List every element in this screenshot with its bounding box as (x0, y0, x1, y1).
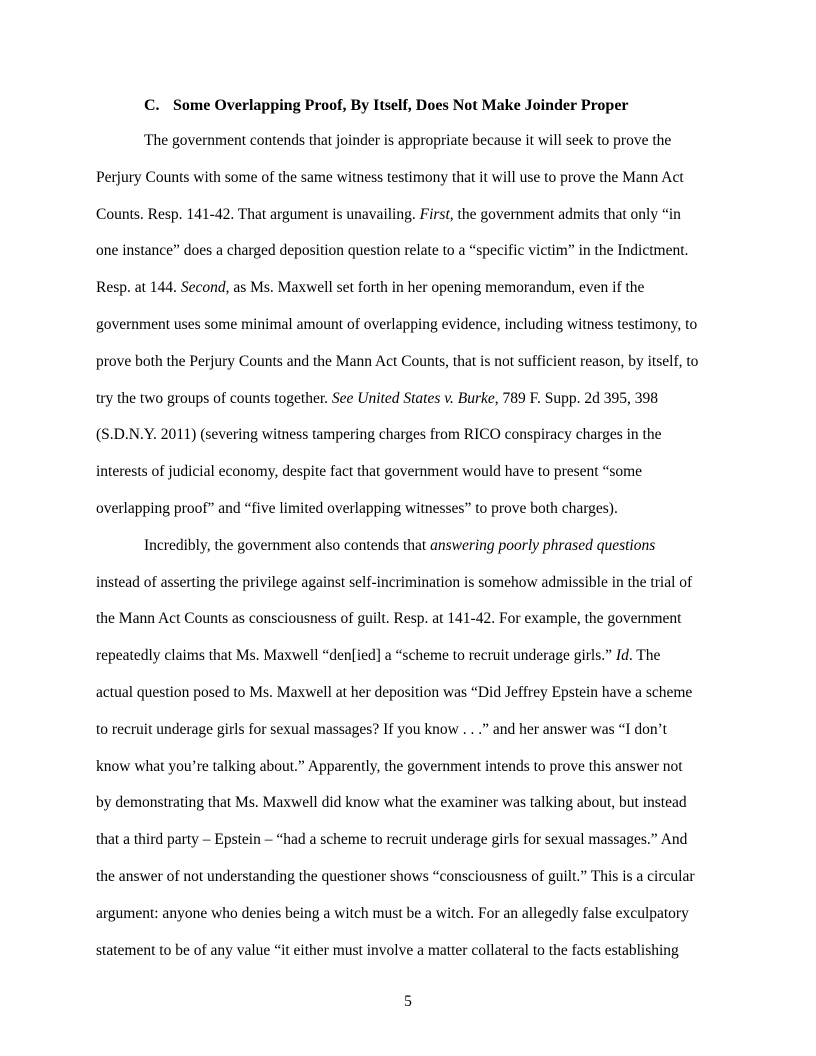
text-line: overlapping proof” and “five limited overlapping witnesses” to prove both charges). (96, 499, 618, 517)
section-letter: C. (144, 97, 160, 114)
document-page (96, 94, 721, 969)
text-line: one instance” does a charged deposition question relate to a “specific victim” in the Indictment. (96, 242, 689, 260)
text-line (96, 270, 721, 307)
text-line: to recruit underage girls for sexual massages? If you know . . .” and her answer was “I don’t (96, 720, 667, 738)
emphasis-phrase: answering poorly phrased questions (430, 536, 656, 554)
case-citation: See United States v. Burke (331, 389, 495, 407)
text-run: try the two groups of counts together. (96, 389, 332, 407)
text-line: statement to be of any value “it either must involve a matter collateral to the facts establishing (96, 941, 679, 959)
text-line: Perjury Counts with some of the same witness testimony that it will use to prove the Mann Act (96, 168, 684, 186)
text-run: , the government admits that only “in (449, 205, 681, 223)
text-line: actual question posed to Ms. Maxwell at her deposition was “Did Jeffrey Epstein have a scheme (96, 683, 693, 701)
page-number: 5 (404, 993, 412, 1010)
text-line: instead of asserting the privilege against self-incrimination is somehow admissible in the trial of (96, 573, 693, 591)
emphasis-first: First (419, 205, 450, 223)
text-run: Resp. at 144. (96, 279, 181, 297)
text-line (96, 638, 721, 675)
text-run: repeatedly claims that Ms. Maxwell “den[ied] a “scheme to recruit underage girls.” (96, 647, 616, 665)
id-citation: Id (615, 647, 629, 665)
text-line: (S.D.N.Y. 2011) (severing witness tampering charges from RICO conspiracy charges in the (96, 426, 662, 444)
section-title: Some Overlapping Proof, By Itself, Does Not Make Joinder Proper (173, 97, 629, 114)
text-run: . The (628, 647, 661, 665)
text-line: The government contends that joinder is appropriate because it will seek to prove the (144, 132, 672, 149)
text-line: the answer of not understanding the questioner shows “consciousness of guilt.” This is a circular (96, 867, 695, 885)
text-line: by demonstrating that Ms. Maxwell did know what the examiner was talking about, but instead (96, 794, 687, 812)
text-line (96, 528, 721, 565)
section-heading (144, 94, 721, 118)
text-run: , as Ms. Maxwell set forth in her opening memorandum, even if the (225, 279, 645, 297)
text-line: government uses some minimal amount of overlapping evidence, including witness testimony, to (96, 315, 698, 333)
text-run: Incredibly, the government also contends that (144, 536, 431, 554)
text-line: know what you’re talking about.” Apparently, the government intends to prove this answer not (96, 757, 683, 775)
text-line (96, 197, 721, 234)
text-line: interests of judicial economy, despite fact that government would have to present “some (96, 463, 643, 481)
text-line: prove both the Perjury Counts and the Mann Act Counts, that is not sufficient reason, by itself, to (96, 352, 699, 370)
paragraph-consciousness-of-guilt (96, 528, 721, 970)
text-line: the Mann Act Counts as consciousness of guilt. Resp. at 141-42. For example, the government (96, 610, 682, 628)
text-run: Counts. Resp. 141-42. That argument is unavailing. (96, 205, 420, 223)
paragraph-joinder (96, 123, 721, 528)
text-line: that a third party – Epstein – “had a scheme to recruit underage girls for sexual massages.” And (96, 831, 688, 849)
text-line (96, 381, 721, 418)
text-run: , 789 F. Supp. 2d 395, 398 (494, 389, 658, 407)
emphasis-second: Second (180, 279, 226, 297)
text-line: argument: anyone who denies being a witch must be a witch. For an allegedly false exculpatory (96, 904, 689, 922)
